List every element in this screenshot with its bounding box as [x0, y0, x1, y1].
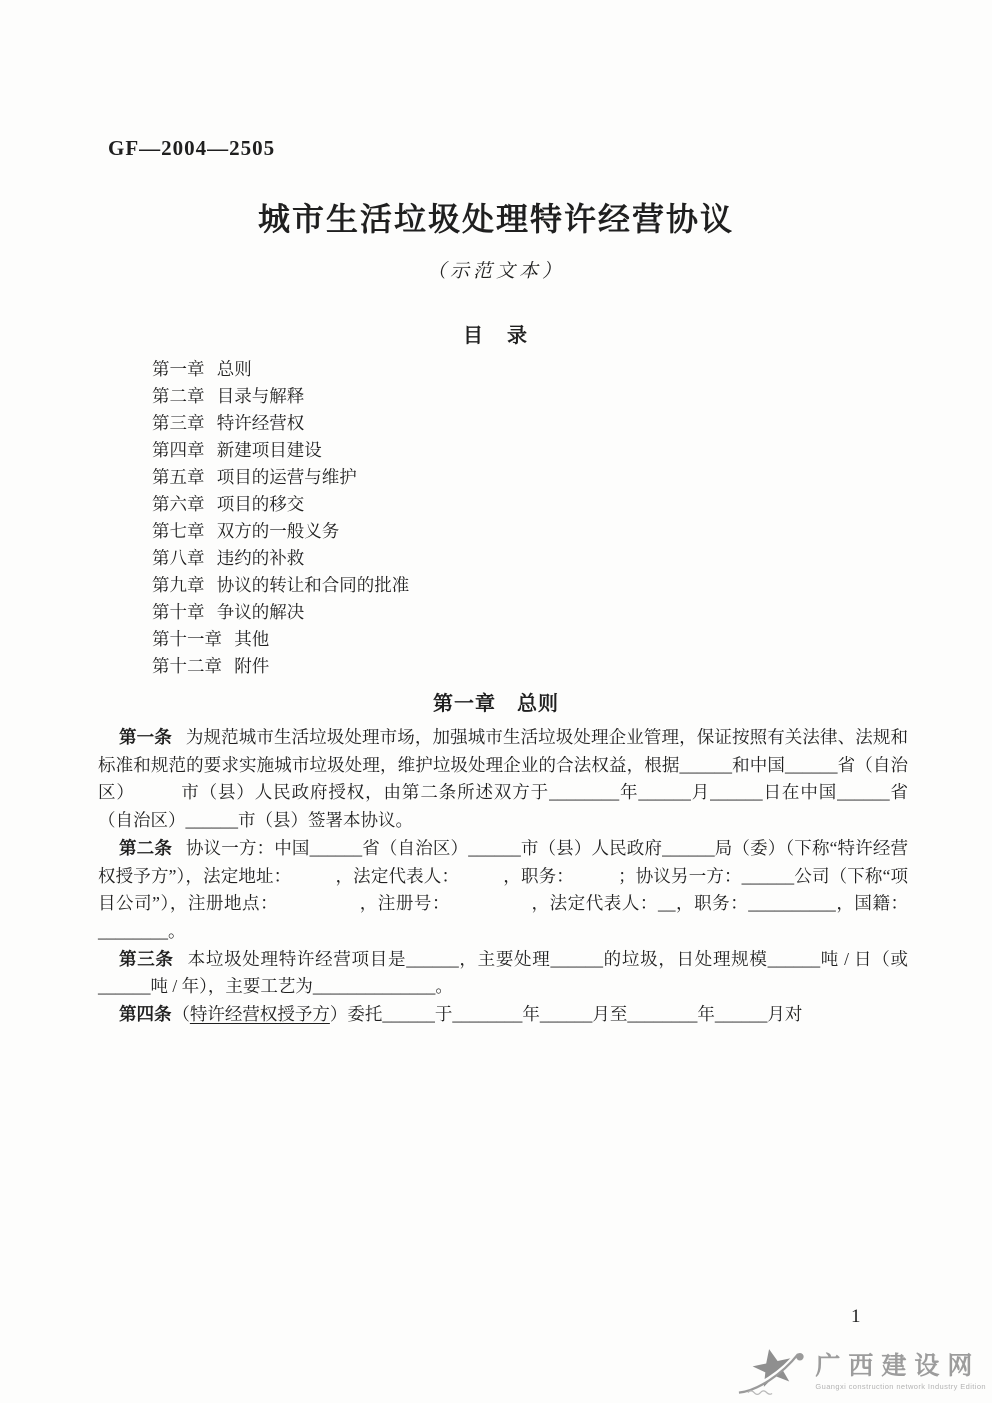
toc-chapter-title: 新建项目建设 [216, 440, 322, 460]
toc-item [152, 518, 409, 545]
page-title: 城市生活垃圾处理特许经营协议 [257, 201, 734, 237]
article-3-text: 本垃圾处理特许经营项目是______，主要处理______的垃圾，日处理规模______吨 / 日（或______吨 / 年），主要工艺为______________。 [98, 948, 908, 997]
toc-chapter-label: 第十章 [152, 602, 205, 622]
toc-chapter-label: 第一章 [152, 359, 205, 379]
article-1 [98, 724, 908, 835]
article-1-text: 为规范城市生活垃圾处理市场，加强城市生活垃圾处理企业管理，保证按照有关法律、法规和标准和规范的要求实施城市垃圾处理，维护垃圾处理企业的合法权益，根据______和中国______省（自治区） 市（县）人民政府授权，由第二条所述双方于________年______月______日在中国______省（自治区）______市（县）签署本协议。 [98, 727, 909, 831]
toc-chapter-label: 第四章 [152, 440, 205, 460]
toc-chapter-label: 第八章 [152, 548, 205, 568]
article-1-label: 第一条 [119, 727, 172, 747]
article-2 [98, 835, 908, 946]
toc-chapter-title: 附件 [234, 656, 270, 676]
toc-item [152, 599, 409, 626]
toc-chapter-title: 其他 [234, 629, 270, 649]
logo-en-text: Guangxi construction network Industry Edition [815, 1381, 986, 1391]
doc-subtitle: （示范文本） [426, 261, 565, 282]
article-4-underlined-term: 特许经营权授予方 [189, 1004, 330, 1025]
toc-chapter-label: 第十二章 [152, 656, 222, 676]
toc-item [152, 491, 409, 518]
toc-chapter-label: 第三章 [152, 413, 205, 433]
watermark-logo [737, 1346, 986, 1398]
toc-heading: 目 录 [463, 325, 529, 347]
toc-item [152, 356, 409, 383]
toc-item [152, 572, 409, 599]
toc-chapter-label: 第十一章 [152, 629, 222, 649]
toc-chapter-label: 第二章 [152, 386, 205, 406]
toc-chapter-title: 特许经营权 [216, 413, 305, 433]
toc-item [152, 383, 409, 410]
toc-chapter-title: 项目的移交 [216, 494, 305, 514]
article-4-open-paren: （ [172, 1004, 190, 1025]
toc-item [152, 410, 409, 437]
star-swoosh-icon [737, 1346, 809, 1398]
toc-item [152, 626, 409, 653]
article-2-label: 第二条 [119, 837, 172, 858]
page-number: 1 [851, 1306, 861, 1327]
table-of-contents [152, 356, 409, 680]
logo-cn-text: 广西建设网 [815, 1352, 981, 1381]
toc-chapter-title: 违约的补救 [216, 548, 305, 568]
toc-chapter-title: 协议的转让和合同的批准 [216, 575, 410, 595]
toc-item [152, 653, 409, 680]
toc-chapter-label: 第六章 [152, 494, 205, 514]
article-2-text: 协议一方：中国______省（自治区）______市（县）人民政府______局（委）（下称“特许经营权授予方”），法定地址： ，法定代表人： ，职务： ；协议另一方：______公司（下称“项目公司”），注册地点： ，注册号： ，法定代表人：__，职务：__________，国籍：________。 [98, 837, 909, 941]
article-3 [98, 946, 908, 1001]
chapter-heading: 第一章 总则 [433, 693, 559, 715]
article-4 [98, 1001, 908, 1029]
toc-item [152, 464, 409, 491]
toc-chapter-label: 第五章 [152, 467, 205, 487]
doc-number: GF—2004—2505 [108, 136, 276, 160]
toc-item [152, 545, 409, 572]
article-4-text: ）委托______于________年______月至________年______月对 [329, 1004, 803, 1025]
toc-item [152, 437, 409, 464]
toc-chapter-title: 项目的运营与维护 [216, 467, 357, 487]
toc-chapter-label: 第七章 [152, 521, 205, 541]
logo-text [815, 1353, 986, 1390]
toc-chapter-title: 争议的解决 [216, 602, 305, 622]
article-4-label: 第四条 [119, 1004, 172, 1025]
toc-chapter-title: 目录与解释 [216, 386, 305, 406]
toc-chapter-title: 双方的一般义务 [216, 521, 340, 541]
article-3-label: 第三条 [119, 948, 174, 969]
toc-chapter-label: 第九章 [152, 575, 205, 595]
toc-chapter-title: 总则 [216, 359, 252, 379]
chapter-body [98, 724, 908, 1029]
